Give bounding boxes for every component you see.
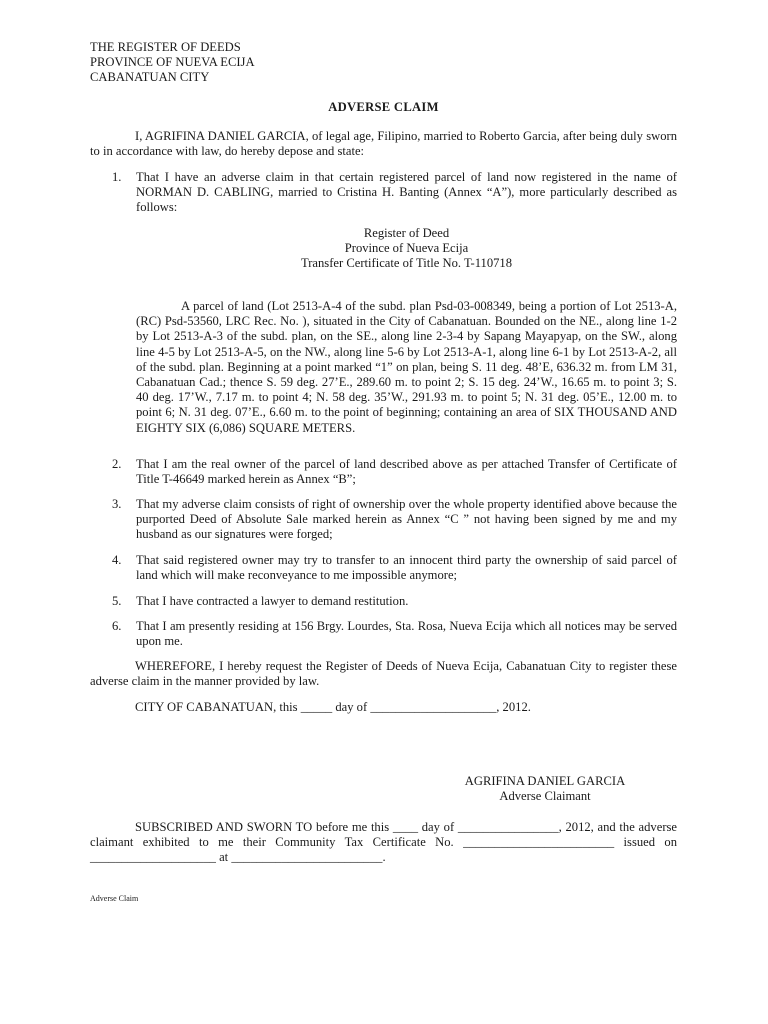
list-item-6 <box>112 619 677 649</box>
list-item-3 <box>112 497 677 543</box>
signatory-name: AGRIFINA DANIEL GARCIA <box>464 774 626 788</box>
page-footer: Adverse Claim <box>90 894 139 903</box>
jurat-paragraph: SUBSCRIBED AND SWORN TO before me this ____ day of ________________, 2012, and the adverse claimant exhibited to me their Community Tax Certificate No. ________________________ issued on ____________________ at ________________________. <box>90 820 677 865</box>
document-title: ADVERSE CLAIM <box>328 100 439 114</box>
registry-line-2: Province of Nueva Ecija <box>344 241 469 256</box>
list-item-5 <box>112 594 677 609</box>
signature-block <box>400 774 690 804</box>
list-item-number: 5. <box>112 594 122 608</box>
wherefore-paragraph: WHEREFORE, I hereby request the Register of Deeds of Nueva Ecija, Cabanatuan City to register these adverse claim in the manner provided by law. <box>90 659 677 689</box>
addressee-line-2: PROVINCE OF NUEVA ECIJA <box>90 54 255 69</box>
date-place-line: CITY OF CABANATUAN, this _____ day of ____________________, 2012. <box>135 700 531 714</box>
list-item-number: 6. <box>112 619 122 633</box>
registry-line-1: Register of Deed <box>363 226 450 240</box>
list-item-text: That I am the real owner of the parcel of land described above as per attached Transfer of Certificate of Title T-46649 marked herein as Annex “B”; <box>136 457 677 487</box>
land-description: A parcel of land (Lot 2513-A-4 of the subd. plan Psd-03-008349, being a portion of Lot 2513-A, (RC) Psd-53560, LRC Rec. No. ), situated in the City of Cabanatuan. Bounded on the NE., along line 1-2 by Lot 2513-A-3 of the subd. plan, on the SE., along line 2-3-4 by Sapang Mayapyap, on the SW., along line 4-5 by Lot 2513-A-5, on the NW., along line 5-6 by Lot 2513-A-1, along line 6-1 by Lot 2513-A-2, all of the subd. plan. Beginning at a point marked “1” on plan, being S. 11 deg. 48’E, 636.32 m. from LM 31, Cabanatuan Cad.; thence S. 59 deg. 27’E., 289.60 m. to point 2; S. 15 deg. 24’W., 16.65 m. to point 3; S. 40 deg. 17’W., 7.17 m. to point 4; N. 58 deg. 35’W., 291.93 m. to point 5; N. 31 deg. 05’E., 12.00 m. to point 6; N. 31 deg. 07’E., 6.60 m. to the point of beginning; containing an area of SIX THOUSAND AND EIGHTY SIX (6,086) SQUARE METERS. <box>136 299 677 435</box>
list-item-number: 3. <box>112 497 122 511</box>
list-item-text: That my adverse claim consists of right of ownership over the whole property identified above because the purported Deed of Absolute Sale marked herein as Annex “C ” not having been signed by me and my husband as our signatures were forged; <box>136 497 677 542</box>
addressee-line-3: CABANATUAN CITY <box>90 69 210 84</box>
list-item-number: 1. <box>112 170 122 184</box>
intro-paragraph: I, AGRIFINA DANIEL GARCIA, of legal age, Filipino, married to Roberto Garcia, after being duly sworn to in accordance with law, do hereby depose and state: <box>90 129 677 159</box>
list-item-text: That said registered owner may try to transfer to an innocent third party the ownership of said parcel of land which will make reconveyance to me impossible anymore; <box>136 553 677 583</box>
list-item-4 <box>112 553 677 583</box>
list-item-number: 4. <box>112 553 122 567</box>
list-item-text: That I have contracted a lawyer to demand restitution. <box>136 594 409 608</box>
list-item-number: 2. <box>112 457 122 471</box>
signatory-role: Adverse Claimant <box>499 789 591 804</box>
list-item-1 <box>112 170 677 216</box>
addressee-block <box>90 40 677 84</box>
registry-heading <box>136 226 677 272</box>
list-item-text: That I have an adverse claim in that certain registered parcel of land now registered in the name of NORMAN D. CABLING, married to Cristina H. Banting (Annex “A”), more particularly described as follows: <box>136 170 677 215</box>
list-item-text: That I am presently residing at 156 Brgy. Lourdes, Sta. Rosa, Nueva Ecija which all notices may be served upon me. <box>136 619 677 649</box>
addressee-line-1: THE REGISTER OF DEEDS <box>90 40 241 54</box>
registry-line-3: Transfer Certificate of Title No. T-110718 <box>300 256 513 271</box>
list-item-2 <box>112 457 677 487</box>
